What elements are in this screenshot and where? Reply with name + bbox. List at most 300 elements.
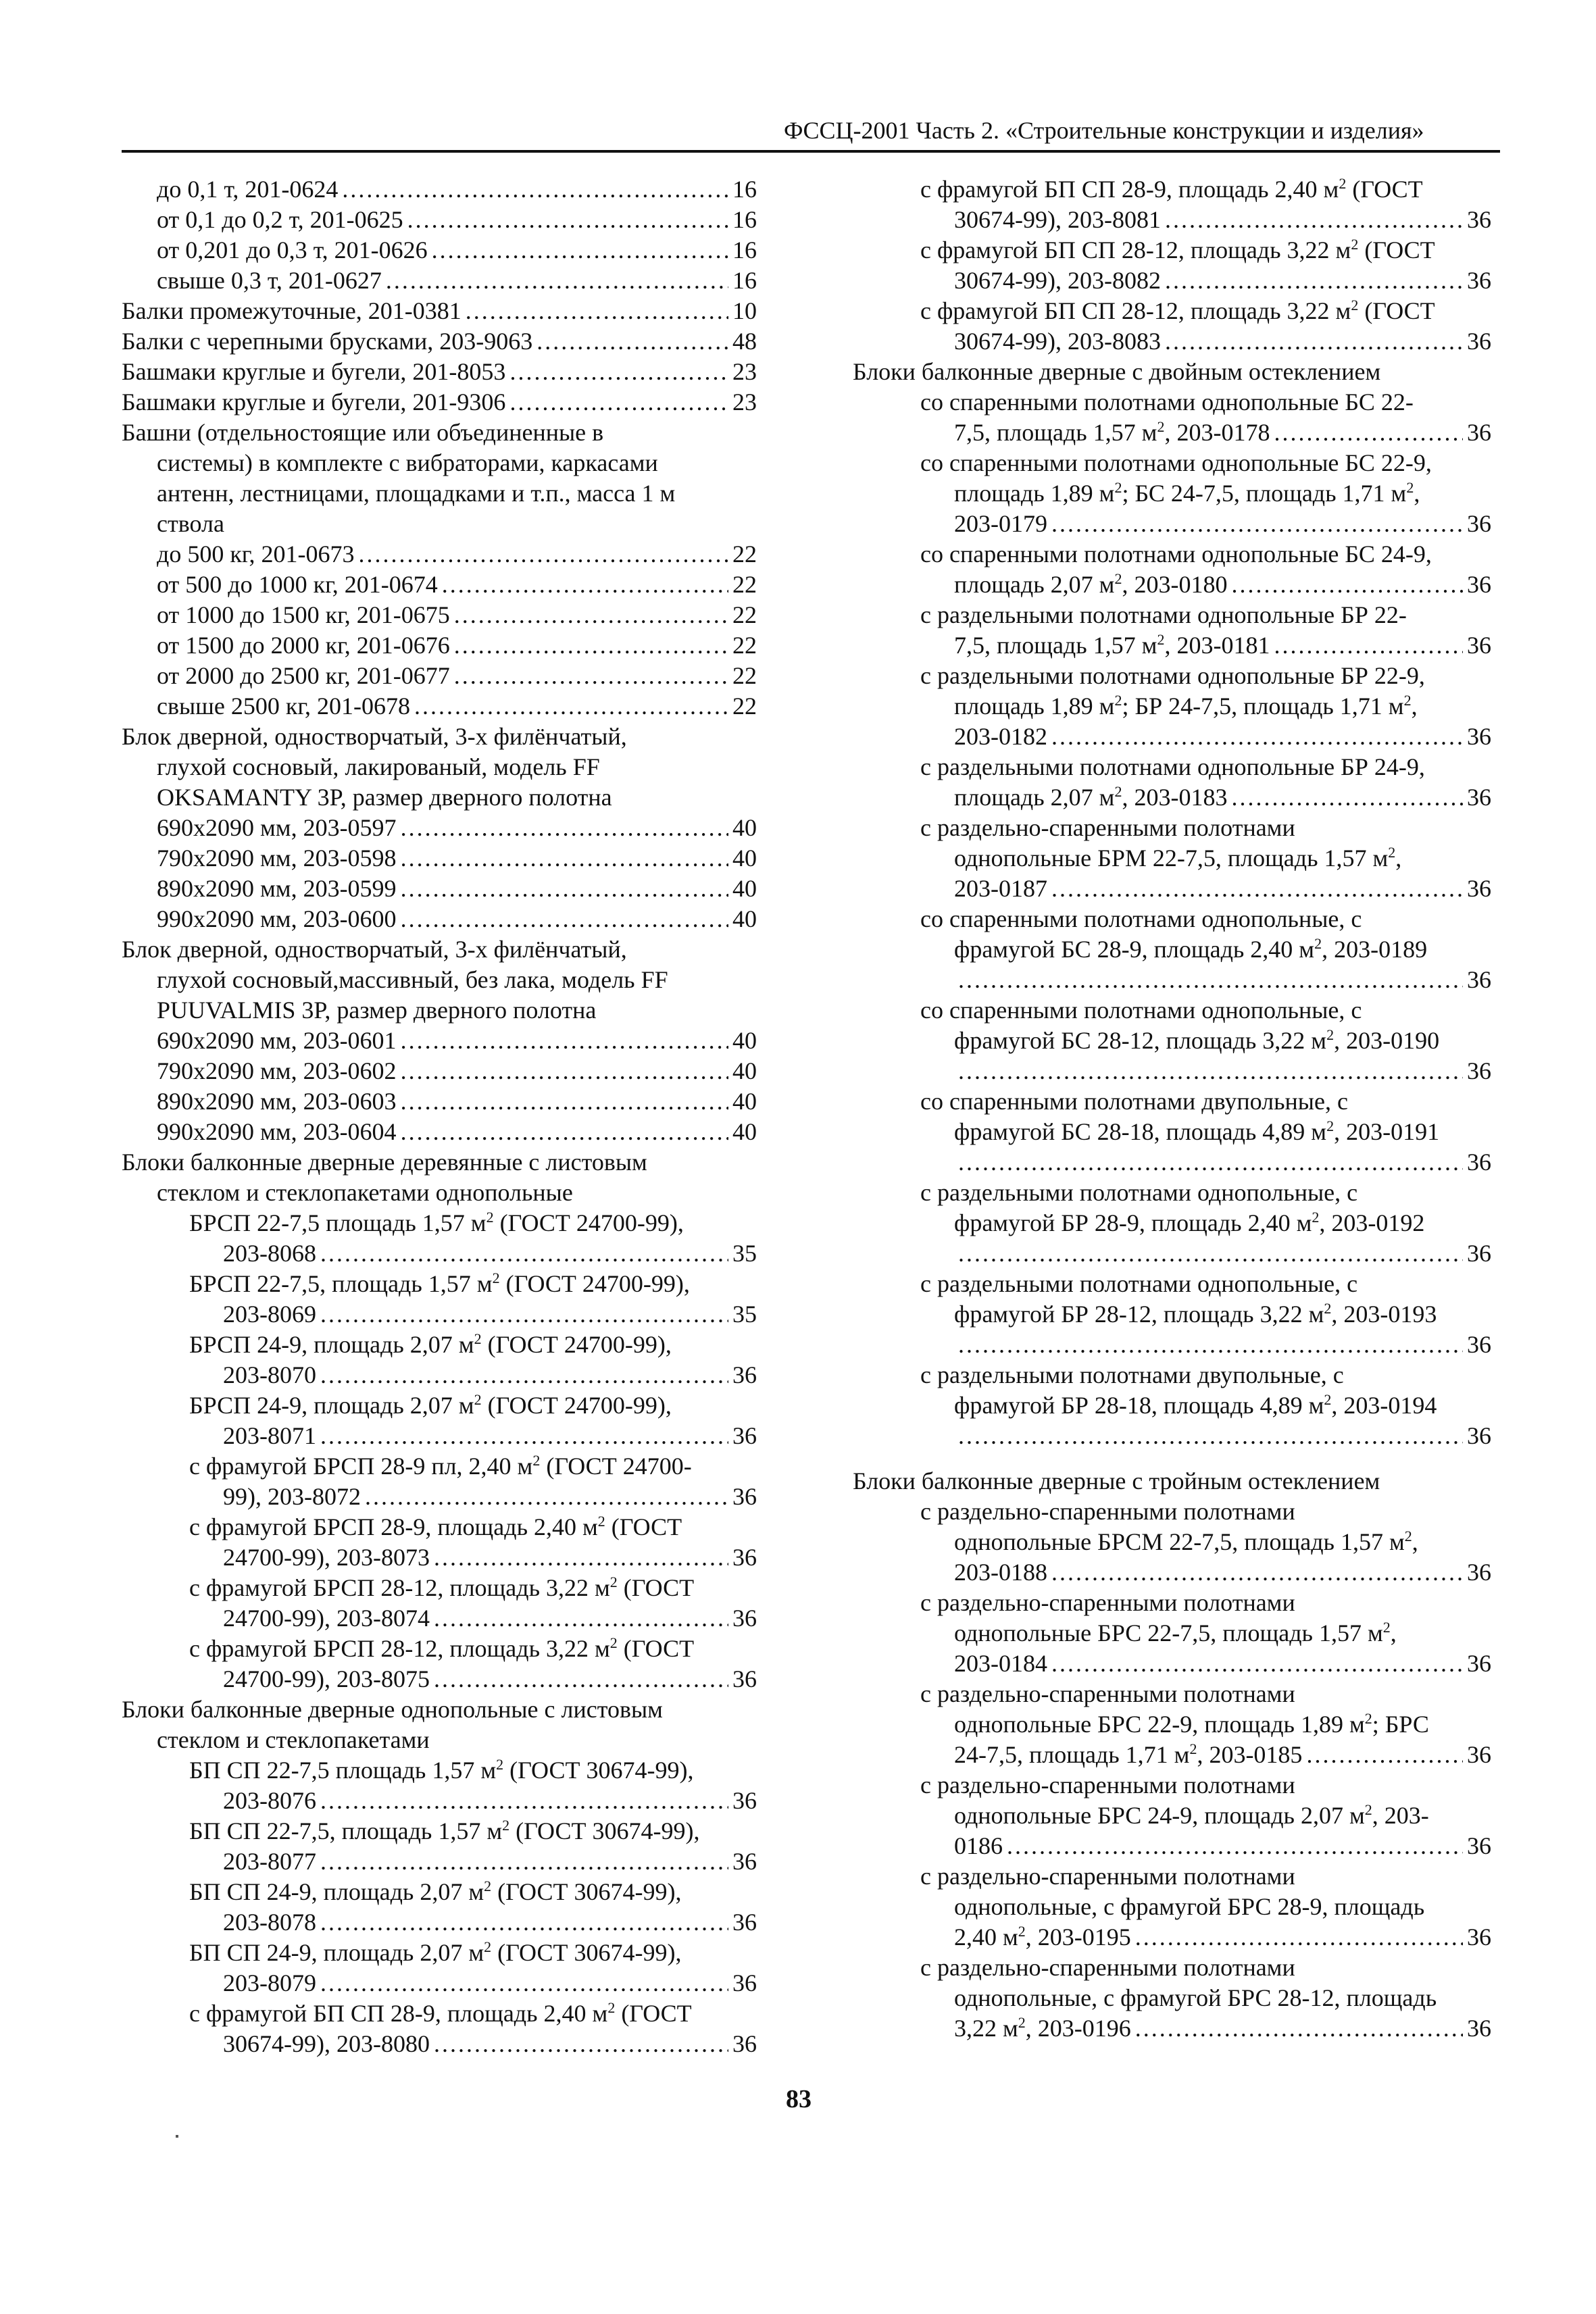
entry-text: стеклом и стеклопакетами bbox=[157, 1726, 430, 1753]
page-ref: 36 bbox=[1467, 267, 1491, 294]
index-entry bbox=[853, 235, 1491, 296]
index-entry bbox=[853, 1861, 1491, 1953]
entry-text: 203-0184 bbox=[954, 1650, 1047, 1677]
leader-dots bbox=[320, 1299, 728, 1330]
entry-text: 3,22 $м^2$, 203-0196 bbox=[954, 2014, 1131, 2042]
entry-text: со спаренными полотнами однопольные, с bbox=[920, 905, 1362, 932]
entry-text: БРСП 24-9, площадь 2,07 $м^2$ (ГОСТ 24700-99), bbox=[189, 1330, 672, 1358]
entry-text: 203-0182 bbox=[954, 723, 1047, 750]
index-entry bbox=[122, 205, 757, 235]
entry-text: 30674-99), 203-8083 bbox=[954, 328, 1161, 355]
index-column-right bbox=[853, 174, 1491, 2044]
page-ref: 10 bbox=[732, 297, 757, 324]
entry-text: 0186 bbox=[954, 1832, 1003, 1859]
entry-text: БРСП 24-9, площадь 2,07 $м^2$ (ГОСТ 24700-99), bbox=[189, 1391, 672, 1419]
leader-dots bbox=[466, 296, 728, 326]
leader-dots bbox=[454, 630, 728, 661]
entry-text: с фрамугой БП СП 28-9, площадь 2,40 $м^2$ (ГОСТ bbox=[189, 1999, 692, 2027]
entry-text: 24700-99), 203-8073 bbox=[223, 1544, 430, 1571]
leader-dots bbox=[401, 1086, 728, 1117]
entry-text: 203-8078 bbox=[223, 1909, 316, 1936]
index-entry bbox=[122, 1330, 757, 1390]
index-entry bbox=[122, 843, 757, 874]
entry-text: с раздельно-спаренными полотнами bbox=[920, 1589, 1295, 1616]
entry-text: 30674-99), 203-8082 bbox=[954, 267, 1161, 294]
page-ref: 16 bbox=[732, 267, 757, 294]
index-entry bbox=[853, 1588, 1491, 1679]
leader-dots bbox=[958, 1330, 1463, 1360]
entry-text: 30674-99), 203-8080 bbox=[223, 2030, 430, 2057]
entry-text: Блок дверной, одностворчатый, 3-х филёнчатый, bbox=[122, 936, 627, 963]
index-entry bbox=[122, 661, 757, 691]
index-entry bbox=[122, 1117, 757, 1147]
entry-text: с раздельными полотнами однопольные, с bbox=[920, 1270, 1358, 1297]
index-entry bbox=[122, 1816, 757, 1877]
leader-dots bbox=[401, 813, 728, 843]
page-ref: 16 bbox=[732, 176, 757, 203]
leader-dots bbox=[1051, 722, 1463, 752]
entry-text: однопольные БРС 24-9, площадь 2,07 $м^2$, 203- bbox=[954, 1801, 1429, 1829]
index-entry bbox=[853, 813, 1491, 904]
scan-speck bbox=[176, 2135, 178, 2138]
index-column-left bbox=[122, 174, 757, 2059]
index-entry bbox=[122, 418, 757, 539]
page-ref: 36 bbox=[1467, 1331, 1491, 1358]
entry-text: фрамугой БР 28-12, площадь 3,22 $м^2$, 203-0193 bbox=[954, 1300, 1437, 1328]
leader-dots bbox=[509, 387, 728, 418]
leader-dots bbox=[320, 1238, 728, 1269]
page-ref: 40 bbox=[732, 1118, 757, 1145]
leader-dots bbox=[401, 904, 728, 934]
leader-dots bbox=[442, 570, 728, 600]
entry-text: глухой сосновый, лакированый, модель FF bbox=[157, 753, 600, 780]
leader-dots bbox=[1165, 205, 1463, 235]
leader-dots bbox=[958, 1056, 1463, 1086]
entry-text: 990x2090 мм, 203-0604 bbox=[157, 1118, 397, 1145]
page-ref: 36 bbox=[1467, 1149, 1491, 1176]
index-entry bbox=[122, 904, 757, 934]
entry-text: площадь 2,07 $м^2$, 203-0183 bbox=[954, 783, 1228, 811]
entry-text: 203-8076 bbox=[223, 1787, 316, 1814]
leader-dots bbox=[401, 843, 728, 874]
entry-text: однопольные БРС 22-7,5, площадь 1,57 $м^2$, bbox=[954, 1619, 1397, 1646]
index-entry bbox=[122, 1694, 757, 1755]
page-ref: 22 bbox=[732, 662, 757, 689]
index-entry bbox=[853, 174, 1491, 235]
entry-text: Башни (отдельностоящие или объединенные в bbox=[122, 419, 604, 446]
entry-text: глухой сосновый,массивный, без лака, модель FF bbox=[157, 966, 668, 993]
entry-text: 24700-99), 203-8075 bbox=[223, 1665, 430, 1692]
leader-dots bbox=[434, 1664, 728, 1694]
entry-text: до 0,1 т, 201-0624 bbox=[157, 176, 339, 203]
page-ref: 36 bbox=[1467, 723, 1491, 750]
page-ref: 40 bbox=[732, 845, 757, 872]
index-entry bbox=[122, 600, 757, 630]
index-entry bbox=[122, 1755, 757, 1816]
entry-text: однопольные БРМ 22-7,5, площадь 1,57 $м^2$, bbox=[954, 844, 1402, 872]
entry-text: от 1500 до 2000 кг, 201-0676 bbox=[157, 632, 450, 659]
page-ref: 36 bbox=[732, 1422, 757, 1449]
index-entry bbox=[122, 1877, 757, 1938]
leader-dots bbox=[434, 2029, 728, 2059]
leader-dots bbox=[1231, 570, 1463, 600]
page-ref: 36 bbox=[1467, 632, 1491, 659]
index-entry bbox=[853, 1360, 1491, 1451]
entry-text: 690x2090 мм, 203-0601 bbox=[157, 1027, 397, 1054]
entry-text: Башмаки круглые и бугели, 201-9306 bbox=[122, 388, 506, 416]
leader-dots bbox=[1274, 418, 1463, 448]
leader-dots bbox=[958, 1238, 1463, 1269]
page-ref: 36 bbox=[1467, 784, 1491, 811]
entry-text: Блоки балконные дверные деревянные с листовым bbox=[122, 1149, 647, 1176]
page-ref: 36 bbox=[732, 2030, 757, 2057]
page-ref: 36 bbox=[1467, 1741, 1491, 1768]
leader-dots bbox=[320, 1846, 728, 1877]
entry-text: 30674-99), 203-8081 bbox=[954, 206, 1161, 233]
leader-dots bbox=[537, 326, 728, 357]
page-ref: 36 bbox=[732, 1605, 757, 1632]
page-ref: 36 bbox=[732, 1848, 757, 1875]
page-ref: 40 bbox=[732, 1088, 757, 1115]
index-entry bbox=[853, 600, 1491, 661]
index-entry bbox=[853, 539, 1491, 600]
leader-dots bbox=[432, 235, 728, 266]
entry-text: 2,40 $м^2$, 203-0195 bbox=[954, 1923, 1131, 1951]
index-entry bbox=[122, 1086, 757, 1117]
entry-text: с раздельными полотнами двупольные, с bbox=[920, 1361, 1344, 1388]
page-ref: 22 bbox=[732, 693, 757, 720]
leader-dots bbox=[1051, 509, 1463, 539]
entry-text: 690x2090 мм, 203-0597 bbox=[157, 814, 397, 841]
page-ref: 36 bbox=[1467, 1923, 1491, 1951]
entry-text: 203-8069 bbox=[223, 1301, 316, 1328]
entry-text: 203-8071 bbox=[223, 1422, 316, 1449]
leader-dots bbox=[365, 1482, 728, 1512]
page-ref: 36 bbox=[732, 1787, 757, 1814]
index-entry bbox=[853, 357, 1491, 387]
page-ref: 36 bbox=[1467, 419, 1491, 446]
index-entry bbox=[853, 1466, 1491, 1496]
index-entry bbox=[122, 691, 757, 722]
index-entry bbox=[122, 1512, 757, 1573]
page-ref: 36 bbox=[1467, 328, 1491, 355]
leader-dots bbox=[401, 1056, 728, 1086]
index-entry bbox=[122, 1451, 757, 1512]
leader-dots bbox=[1051, 874, 1463, 904]
entry-text: 24700-99), 203-8074 bbox=[223, 1605, 430, 1632]
entry-text: 203-0188 bbox=[954, 1559, 1047, 1586]
index-entry bbox=[853, 387, 1491, 448]
entry-text: фрамугой БС 28-12, площадь 3,22 $м^2$, 203-0190 bbox=[954, 1026, 1440, 1054]
index-entry bbox=[853, 1496, 1491, 1588]
index-entry bbox=[122, 1938, 757, 1998]
leader-dots bbox=[407, 205, 728, 235]
entry-text: с раздельно-спаренными полотнами bbox=[920, 1771, 1295, 1799]
page-ref: 35 bbox=[732, 1240, 757, 1267]
entry-text: с раздельными полотнами однопольные, с bbox=[920, 1179, 1358, 1206]
entry-text: 24-7,5, площадь 1,71 $м^2$, 203-0185 bbox=[954, 1740, 1303, 1768]
entry-text: Блоки балконные дверные с тройным остеклением bbox=[853, 1467, 1380, 1494]
leader-dots bbox=[1231, 782, 1463, 813]
page-ref: 40 bbox=[732, 814, 757, 841]
leader-dots bbox=[342, 174, 728, 205]
index-entry bbox=[853, 448, 1491, 539]
entry-text: 203-8068 bbox=[223, 1240, 316, 1267]
index-entry bbox=[122, 1147, 757, 1208]
entry-text: с фрамугой БП СП 28-12, площадь 3,22 $м^2$ (ГОСТ bbox=[920, 236, 1435, 263]
entry-text: площадь 1,89 $м^2$; БР 24-7,5, площадь 1,71 $м^2$, bbox=[954, 692, 1418, 720]
entry-text: с фрамугой БРСП 28-12, площадь 3,22 $м^2$ (ГОСТ bbox=[189, 1634, 695, 1662]
page-ref: 36 bbox=[1467, 206, 1491, 233]
entry-text: антенн, лестницами, площадками и т.п., масса 1 м bbox=[157, 480, 676, 507]
index-entry bbox=[122, 934, 757, 1026]
leader-dots bbox=[320, 1360, 728, 1390]
page-ref: 40 bbox=[732, 1027, 757, 1054]
entry-text: стеклом и стеклопакетами однопольные bbox=[157, 1179, 573, 1206]
index-entry bbox=[122, 1026, 757, 1056]
index-entry bbox=[122, 1998, 757, 2059]
entry-text: с раздельно-спаренными полотнами bbox=[920, 814, 1295, 841]
entry-text: БРСП 22-7,5, площадь 1,57 $м^2$ (ГОСТ 24700-99), bbox=[189, 1269, 690, 1297]
index-entry bbox=[122, 813, 757, 843]
page-ref: 36 bbox=[1467, 1422, 1491, 1449]
entry-text: однопольные БРСМ 22-7,5, площадь 1,57 $м^2$, bbox=[954, 1528, 1418, 1555]
leader-dots bbox=[359, 539, 729, 570]
page-ref: 23 bbox=[732, 388, 757, 416]
page-ref: 22 bbox=[732, 601, 757, 628]
leader-dots bbox=[401, 1026, 728, 1056]
entry-text: Блок дверной, одностворчатый, 3-х филёнчатый, bbox=[122, 723, 627, 750]
entry-text: однопольные, с фрамугой БРС 28-9, площадь bbox=[954, 1893, 1425, 1920]
leader-dots bbox=[1165, 326, 1463, 357]
entry-text: фрамугой БР 28-9, площадь 2,40 $м^2$, 203-0192 bbox=[954, 1209, 1425, 1236]
entry-text: с фрамугой БРСП 28-12, площадь 3,22 $м^2$ (ГОСТ bbox=[189, 1574, 695, 1601]
index-entry bbox=[853, 752, 1491, 813]
page-ref: 40 bbox=[732, 1057, 757, 1084]
entry-text: 890x2090 мм, 203-0599 bbox=[157, 875, 397, 902]
index-entry bbox=[122, 539, 757, 570]
entry-text: с раздельно-спаренными полотнами bbox=[920, 1498, 1295, 1525]
index-entry bbox=[122, 266, 757, 296]
entry-text: до 500 кг, 201-0673 bbox=[157, 540, 355, 568]
entry-text: от 0,1 до 0,2 т, 201-0625 bbox=[157, 206, 403, 233]
leader-dots bbox=[1135, 1922, 1463, 1953]
page-ref: 36 bbox=[1467, 966, 1491, 993]
page-ref: 36 bbox=[1467, 1832, 1491, 1859]
page-ref: 36 bbox=[732, 1969, 757, 1996]
index-entry bbox=[853, 904, 1491, 995]
entry-text: с раздельными полотнами однопольные БР 24-9, bbox=[920, 753, 1425, 780]
leader-dots bbox=[414, 691, 728, 722]
entry-text: 203-8079 bbox=[223, 1969, 316, 1996]
page-ref: 36 bbox=[732, 1909, 757, 1936]
entry-text: со спаренными полотнами однопольные БС 24-9, bbox=[920, 540, 1432, 568]
leader-dots bbox=[1007, 1831, 1463, 1861]
entry-text: от 1000 до 1500 кг, 201-0675 bbox=[157, 601, 450, 628]
index-entry bbox=[122, 1208, 757, 1269]
entry-text: Балки промежуточные, 201-0381 bbox=[122, 297, 462, 324]
leader-dots bbox=[958, 1421, 1463, 1451]
index-entry bbox=[122, 387, 757, 418]
index-entry bbox=[122, 570, 757, 600]
leader-dots bbox=[320, 1786, 728, 1816]
entry-text: 990x2090 мм, 203-0600 bbox=[157, 905, 397, 932]
page-ref: 40 bbox=[732, 905, 757, 932]
entry-text: 99), 203-8072 bbox=[223, 1483, 361, 1510]
leader-dots bbox=[320, 1907, 728, 1938]
entry-text: от 0,201 до 0,3 т, 201-0626 bbox=[157, 236, 428, 263]
leader-dots bbox=[454, 661, 728, 691]
entry-text: с раздельными полотнами однопольные БР 22-9, bbox=[920, 662, 1425, 689]
leader-dots bbox=[320, 1968, 728, 1998]
leader-dots bbox=[401, 874, 728, 904]
entry-text: 203-8077 bbox=[223, 1848, 316, 1875]
page-ref: 36 bbox=[1467, 1559, 1491, 1586]
leader-dots bbox=[386, 266, 728, 296]
entry-text: фрамугой БР 28-18, площадь 4,89 $м^2$, 203-0194 bbox=[954, 1391, 1437, 1419]
entry-text: однопольные БРС 22-9, площадь 1,89 $м^2$; БРС bbox=[954, 1710, 1429, 1738]
entry-text: 203-0179 bbox=[954, 510, 1047, 537]
index-entry bbox=[122, 874, 757, 904]
index-entry bbox=[122, 326, 757, 357]
page-ref: 36 bbox=[1467, 2015, 1491, 2042]
index-entry bbox=[853, 1269, 1491, 1360]
page-ref: 36 bbox=[732, 1544, 757, 1571]
entry-text: свыше 2500 кг, 201-0678 bbox=[157, 693, 411, 720]
index-entry bbox=[853, 1178, 1491, 1269]
index-entry bbox=[122, 1056, 757, 1086]
index-entry bbox=[122, 722, 757, 813]
index-entry bbox=[122, 174, 757, 205]
index-entry bbox=[853, 995, 1491, 1086]
entry-text: PUUVALMIS 3P, размер дверного полотна bbox=[157, 997, 597, 1024]
entry-text: 203-8070 bbox=[223, 1361, 316, 1388]
leader-dots bbox=[1051, 1649, 1463, 1679]
entry-text: фрамугой БС 28-9, площадь 2,40 $м^2$, 203-0189 bbox=[954, 935, 1428, 963]
entry-text: свыше 0,3 т, 201-0627 bbox=[157, 267, 382, 294]
entry-text: с раздельно-спаренными полотнами bbox=[920, 1680, 1295, 1707]
leader-dots bbox=[509, 357, 728, 387]
index-entry bbox=[853, 296, 1491, 357]
entry-text: ствола bbox=[157, 510, 224, 537]
entry-text: с фрамугой БП СП 28-12, площадь 3,22 $м^2$ (ГОСТ bbox=[920, 297, 1435, 324]
entry-text: 7,5, площадь 1,57 $м^2$, 203-0178 bbox=[954, 418, 1270, 446]
page-ref: 23 bbox=[732, 358, 757, 385]
index-entry bbox=[122, 1390, 757, 1451]
page-ref: 36 bbox=[732, 1483, 757, 1510]
page-ref: 40 bbox=[732, 875, 757, 902]
page-ref: 22 bbox=[732, 540, 757, 568]
entry-text: Балки с черепными брусками, 203-9063 bbox=[122, 328, 533, 355]
entry-text: со спаренными полотнами однопольные БС 22- bbox=[920, 388, 1414, 416]
entry-text: с раздельно-спаренными полотнами bbox=[920, 1954, 1295, 1981]
index-entry bbox=[853, 1770, 1491, 1861]
leader-dots bbox=[434, 1542, 728, 1573]
entry-text: 203-0187 bbox=[954, 875, 1047, 902]
page-ref: 36 bbox=[732, 1361, 757, 1388]
entry-text: БП СП 24-9, площадь 2,07 $м^2$ (ГОСТ 30674-99), bbox=[189, 1878, 682, 1905]
entry-text: Блоки балконные дверные с двойным остеклением bbox=[853, 358, 1381, 385]
index-entry bbox=[122, 1634, 757, 1694]
entry-text: от 2000 до 2500 кг, 201-0677 bbox=[157, 662, 450, 689]
leader-dots bbox=[1274, 630, 1463, 661]
leader-dots bbox=[1051, 1557, 1463, 1588]
entry-text: Башмаки круглые и бугели, 201-8053 bbox=[122, 358, 506, 385]
index-entry bbox=[122, 630, 757, 661]
leader-dots bbox=[320, 1421, 728, 1451]
entry-text: от 500 до 1000 кг, 201-0674 bbox=[157, 571, 438, 598]
leader-dots bbox=[958, 965, 1463, 995]
index-entry bbox=[853, 1086, 1491, 1178]
entry-text: с фрамугой БРСП 28-9, площадь 2,40 $м^2$ (ГОСТ bbox=[189, 1513, 682, 1540]
page-ref: 22 bbox=[732, 571, 757, 598]
leader-dots bbox=[1135, 2013, 1463, 2044]
entry-text: с раздельными полотнами однопольные БР 22- bbox=[920, 601, 1407, 628]
page-ref: 22 bbox=[732, 632, 757, 659]
entry-text: 790x2090 мм, 203-0602 bbox=[157, 1057, 397, 1084]
running-header: ФССЦ-2001 Часть 2. «Строительные конструкции и изделия» bbox=[784, 117, 1424, 144]
entry-text: со спаренными полотнами однопольные, с bbox=[920, 997, 1362, 1024]
page-ref: 36 bbox=[1467, 1057, 1491, 1084]
page-ref: 16 bbox=[732, 206, 757, 233]
entry-text: 7,5, площадь 1,57 $м^2$, 203-0181 bbox=[954, 631, 1270, 659]
entry-text: с фрамугой БП СП 28-9, площадь 2,40 $м^2$ (ГОСТ bbox=[920, 175, 1423, 203]
entry-text: площадь 1,89 $м^2$; БС 24-7,5, площадь 1,71 $м^2$, bbox=[954, 479, 1420, 507]
entry-text: площадь 2,07 $м^2$, 203-0180 bbox=[954, 570, 1228, 598]
entry-text: со спаренными полотнами двупольные, с bbox=[920, 1088, 1348, 1115]
index-entry bbox=[122, 1573, 757, 1634]
page-ref: 16 bbox=[732, 236, 757, 263]
entry-text: OKSAMANTY 3P, размер дверного полотна bbox=[157, 784, 612, 811]
page-number: 83 bbox=[786, 2085, 812, 2113]
leader-dots bbox=[1306, 1740, 1463, 1770]
page-ref: 36 bbox=[732, 1665, 757, 1692]
entry-text: БП СП 22-7,5 площадь 1,57 $м^2$ (ГОСТ 30674-99), bbox=[189, 1756, 694, 1784]
entry-text: 790x2090 мм, 203-0598 bbox=[157, 845, 397, 872]
page-ref: 35 bbox=[732, 1301, 757, 1328]
entry-text: фрамугой БС 28-18, площадь 4,89 $м^2$, 203-0191 bbox=[954, 1117, 1440, 1145]
index-entry bbox=[853, 661, 1491, 752]
index-entry bbox=[122, 296, 757, 326]
leader-dots bbox=[454, 600, 728, 630]
leader-dots bbox=[401, 1117, 728, 1147]
entry-text: БРСП 22-7,5 площадь 1,57 $м^2$ (ГОСТ 24700-99), bbox=[189, 1209, 684, 1236]
index-entry bbox=[122, 1269, 757, 1330]
leader-dots bbox=[1165, 266, 1463, 296]
index-entry bbox=[122, 357, 757, 387]
entry-text: БП СП 22-7,5, площадь 1,57 $м^2$ (ГОСТ 30674-99), bbox=[189, 1817, 700, 1844]
index-entry bbox=[853, 1679, 1491, 1770]
page-ref: 36 bbox=[1467, 875, 1491, 902]
entry-text: Блоки балконные дверные однопольные с листовым bbox=[122, 1696, 663, 1723]
entry-text: системы) в комплекте с вибраторами, каркасами bbox=[157, 449, 658, 476]
index-entry bbox=[122, 235, 757, 266]
entry-text: однопольные, с фрамугой БРС 28-12, площадь bbox=[954, 1984, 1437, 2011]
entry-text: БП СП 24-9, площадь 2,07 $м^2$ (ГОСТ 30674-99), bbox=[189, 1938, 682, 1966]
entry-text: с фрамугой БРСП 28-9 пл, 2,40 $м^2$ (ГОСТ 24700- bbox=[189, 1452, 692, 1480]
page-ref: 36 bbox=[1467, 1240, 1491, 1267]
page-ref: 36 bbox=[1467, 571, 1491, 598]
page-ref: 48 bbox=[732, 328, 757, 355]
index-entry bbox=[853, 1953, 1491, 2044]
entry-text: с раздельно-спаренными полотнами bbox=[920, 1863, 1295, 1890]
entry-text: со спаренными полотнами однопольные БС 22-9, bbox=[920, 449, 1432, 476]
leader-dots bbox=[434, 1603, 728, 1634]
leader-dots bbox=[958, 1147, 1463, 1178]
entry-text: 890x2090 мм, 203-0603 bbox=[157, 1088, 397, 1115]
page-ref: 36 bbox=[1467, 510, 1491, 537]
page-ref: 36 bbox=[1467, 1650, 1491, 1677]
